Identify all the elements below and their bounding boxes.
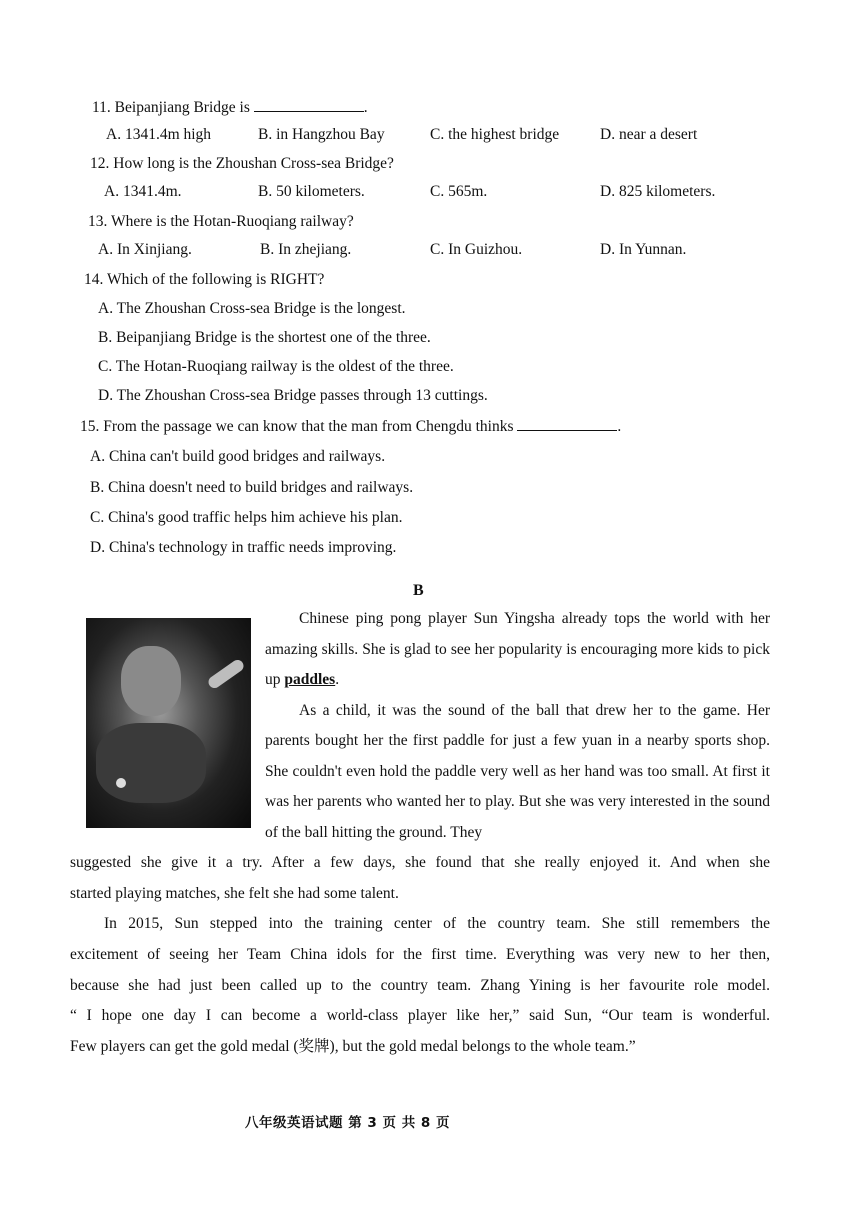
question-11-text: 11. Beipanjiang Bridge is bbox=[92, 99, 254, 116]
paragraph-1-text: Chinese ping pong player Sun Yingsha already tops the world with her amazing skills. She is glad to see her popularity is encouraging more kids to pick up bbox=[265, 610, 770, 688]
option-13-b: B. In zhejiang. bbox=[260, 241, 352, 258]
option-13-c: C. In Guizhou. bbox=[430, 241, 523, 258]
underlined-word: paddles bbox=[284, 671, 336, 688]
option-14-a: A. The Zhoushan Cross-sea Bridge is the longest. bbox=[98, 300, 406, 317]
photo-ball bbox=[116, 778, 126, 788]
paragraph-2-continued-1: suggested she give it a try. After a few days, she found that she really enjoyed it. And when she bbox=[70, 854, 770, 871]
question-12-stem: 12. How long is the Zhoushan Cross-sea Bridge? bbox=[90, 155, 394, 172]
paragraph-3-line-4: “ I hope one day I can become a world-class player like her,” said Sun, “Our team is wonderful. bbox=[70, 1007, 770, 1024]
question-11-stem bbox=[92, 97, 368, 118]
paragraph-1 bbox=[265, 604, 770, 696]
option-14-d: D. The Zhoushan Cross-sea Bridge passes through 13 cuttings. bbox=[98, 387, 488, 404]
section-b-heading: B bbox=[413, 582, 424, 599]
option-12-d: D. 825 kilometers. bbox=[600, 183, 716, 200]
paragraph-3-line-3: because she had just been called up to the country team. Zhang Yining is her favourite role model. bbox=[70, 977, 770, 994]
option-11-d: D. near a desert bbox=[600, 126, 698, 143]
passage-wrapped-text bbox=[265, 604, 770, 848]
question-11-end: . bbox=[363, 99, 368, 116]
option-14-b: B. Beipanjiang Bridge is the shortest one of the three. bbox=[98, 329, 431, 346]
question-15-end: . bbox=[617, 418, 622, 435]
question-14-stem: 14. Which of the following is RIGHT? bbox=[84, 271, 325, 288]
option-15-c: C. China's good traffic helps him achieve his plan. bbox=[90, 509, 403, 526]
answer-blank bbox=[517, 416, 617, 431]
option-11-c: C. the highest bridge bbox=[430, 126, 560, 143]
page-footer: 八年级英语试题 第 3 页 共 8 页 bbox=[245, 1115, 450, 1131]
option-12-b: B. 50 kilometers. bbox=[258, 183, 365, 200]
option-11-a: A. 1341.4m high bbox=[106, 126, 212, 143]
option-12-c: C. 565m. bbox=[430, 183, 488, 200]
paragraph-3-line-2: excitement of seeing her Team China idols for the first time. Everything was very new to her then, bbox=[70, 946, 770, 963]
player-photo bbox=[86, 618, 251, 828]
question-15-stem bbox=[80, 416, 621, 437]
answer-blank bbox=[254, 97, 364, 112]
photo-body bbox=[96, 723, 206, 803]
paragraph-1-end: . bbox=[335, 671, 340, 688]
option-15-b: B. China doesn't need to build bridges and railways. bbox=[90, 479, 414, 496]
photo-face bbox=[121, 646, 181, 716]
option-13-d: D. In Yunnan. bbox=[600, 241, 687, 258]
option-12-a: A. 1341.4m. bbox=[104, 183, 182, 200]
question-15-text: 15. From the passage we can know that the man from Chengdu thinks bbox=[80, 418, 518, 435]
paragraph-2: As a child, it was the sound of the ball that drew her to the game. Her parents bought her the first paddle for just a few yuan in a nearby sports shop. She couldn't even hold the paddle very well as her hand was too small. At first it was her parents who wanted her to play. But she was very interested in the sound of the ball hitting the ground. They bbox=[265, 701, 770, 841]
option-15-a: A. China can't build good bridges and railways. bbox=[90, 448, 386, 465]
paragraph-2-continued-2: started playing matches, she felt she had some talent. bbox=[70, 885, 399, 902]
option-15-d: D. China's technology in traffic needs improving. bbox=[90, 539, 397, 556]
question-13-stem: 13. Where is the Hotan-Ruoqiang railway? bbox=[88, 213, 354, 230]
option-11-b: B. in Hangzhou Bay bbox=[258, 126, 385, 143]
photo-arm bbox=[206, 658, 246, 691]
paragraph-3-line-1: In 2015, Sun stepped into the training center of the country team. She still remembers the bbox=[104, 915, 770, 932]
option-14-c: C. The Hotan-Ruoqiang railway is the oldest of the three. bbox=[98, 358, 454, 375]
option-13-a: A. In Xinjiang. bbox=[98, 241, 192, 258]
paragraph-3-line-5: Few players can get the gold medal (奖牌), but the gold medal belongs to the whole team.” bbox=[70, 1038, 636, 1055]
